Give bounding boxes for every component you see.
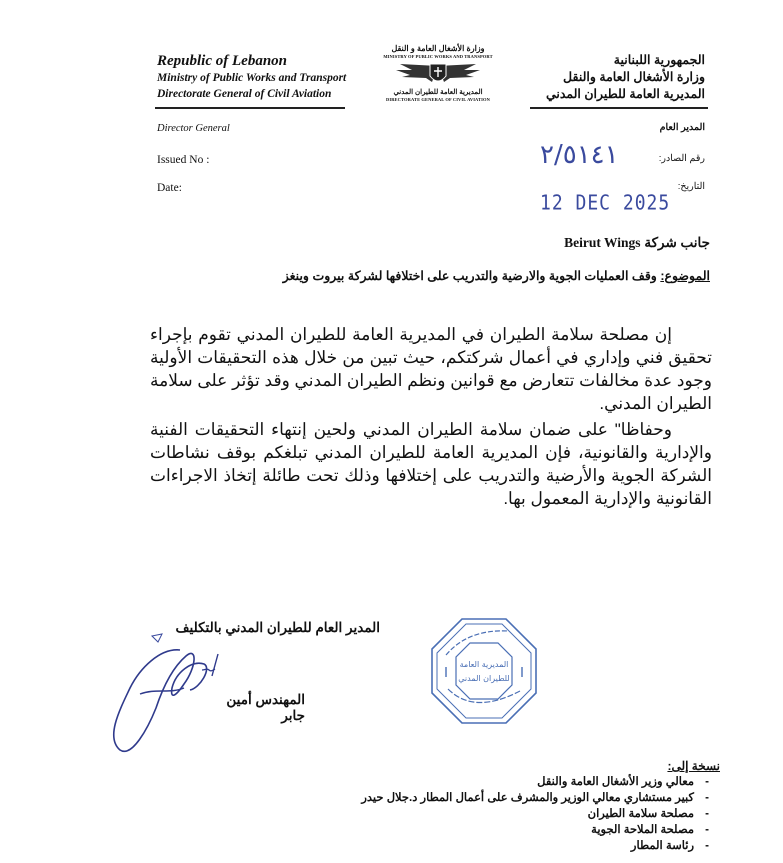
copy-recipient: مصلحة سلامة الطيران xyxy=(587,808,694,820)
date-label-ar: التاريخ: xyxy=(677,181,705,192)
letterhead-english xyxy=(157,52,349,102)
subject-line xyxy=(283,268,710,283)
signatory-title: المدير العام للطيران المدني بالتكليف xyxy=(175,620,380,635)
recipient-company: Beirut Wings xyxy=(564,235,641,250)
recipient-prefix: جانب شركة xyxy=(644,235,710,250)
copy-recipient: رئاسة المطار xyxy=(630,840,694,852)
copy-recipient: مصلحة الملاحة الجوية xyxy=(591,824,694,836)
emblem-ministry-ar: وزارة الأشغال العامة و النقل xyxy=(391,44,485,53)
directorate-name-en: Directorate General of Civil Aviation xyxy=(157,88,332,100)
body-paragraph-1 xyxy=(150,323,712,415)
emblem-directorate-ar: المديرية العامة للطيران المدني xyxy=(393,89,483,96)
date-stamp-value: 12 DEC 2025 xyxy=(540,191,671,216)
official-stamp-icon xyxy=(428,615,540,727)
paragraph-text: إن مصلحة سلامة الطيران في المديرية العامة للطيران المدني تقوم بإجراء تحقيق فني وإداري في أعمال شركتكم، حيث تبين من خلال هذه التحقيقات الأولية وجود عدة مخالفات تتعارض مع قوانين ونظم الطيران المدني وقد تؤثر على سلامة الطيران المدني. xyxy=(150,325,712,413)
directorate-name-ar: المديرية العامة للطيران المدني xyxy=(545,87,705,101)
recipient-line xyxy=(564,235,710,251)
list-item: -كبير مستشاري معالي الوزير والمشرف على أعمال المطار د.جلال حيدر xyxy=(361,792,709,804)
emblem-ministry-en: MINISTRY OF PUBLIC WORKS AND TRANSPORT xyxy=(383,54,493,59)
paragraph-text: وحفاظا" على ضمان سلامة الطيران المدني ولحين إنتهاء التحقيقات الفنية والإدارية والقانونية، فإن المديرية العامة للطيران المدني تبلغكم بوقف نشاطات الشركة الجوية والأرضية والتدريب على إختلافها وذلك تحت طائلة إتخاذ الاجراءات القانونية والإدارية المعمول بها. xyxy=(150,420,712,508)
country-name-ar: الجمهورية اللبنانية xyxy=(613,53,705,67)
ministry-name-en: Ministry of Public Works and Transport xyxy=(157,72,347,84)
copy-recipient: معالي وزير الأشغال العامة والنقل xyxy=(537,776,694,788)
signatory-name: المهندس أمين جابر xyxy=(226,692,305,723)
subject-text: وقف العمليات الجوية والارضية والتدريب على اختلافها لشركة بيروت وينغز xyxy=(282,269,657,283)
copy-recipient: كبير مستشاري معالي الوزير والمشرف على أعمال المطار د.جلال حيدر xyxy=(361,792,694,804)
list-item: -مصلحة الملاحة الجوية xyxy=(591,824,709,836)
office-title-ar: المدير العام xyxy=(659,122,705,133)
winged-shield-emblem-icon xyxy=(390,60,486,88)
list-item: -معالي وزير الأشغال العامة والنقل xyxy=(537,776,709,788)
copies-header: نسخة إلى: xyxy=(667,759,720,773)
header-divider-left xyxy=(155,107,345,109)
ministry-name-ar: وزارة الأشغال العامة والنقل xyxy=(563,70,705,84)
copies-to-section xyxy=(361,759,720,854)
svg-text:للطيران المدني: للطيران المدني xyxy=(458,674,510,683)
svg-text:المديرية العامة: المديرية العامة xyxy=(459,660,509,669)
issued-number-label-en: Issued No : xyxy=(157,154,210,166)
office-title-en: Director General xyxy=(157,123,230,134)
issued-number-label-ar: رقم الصادر: xyxy=(658,153,705,164)
header-divider-right xyxy=(530,107,708,109)
country-name-en: Republic of Lebanon xyxy=(157,53,287,69)
ministry-emblem xyxy=(370,44,506,114)
copies-list xyxy=(361,774,720,854)
list-item: -رئاسة المطار xyxy=(630,840,709,852)
subject-label: الموضوع: xyxy=(660,269,710,283)
body-paragraph-2 xyxy=(150,418,712,510)
list-item: -مصلحة سلامة الطيران xyxy=(587,808,709,820)
emblem-directorate-en: DIRECTORATE GENERAL OF CIVIL AVIATION xyxy=(386,97,490,102)
letterhead-arabic xyxy=(525,52,705,103)
issued-number-value: ٢/٥١٤١ xyxy=(540,140,619,170)
date-label-en: Date: xyxy=(157,182,182,194)
